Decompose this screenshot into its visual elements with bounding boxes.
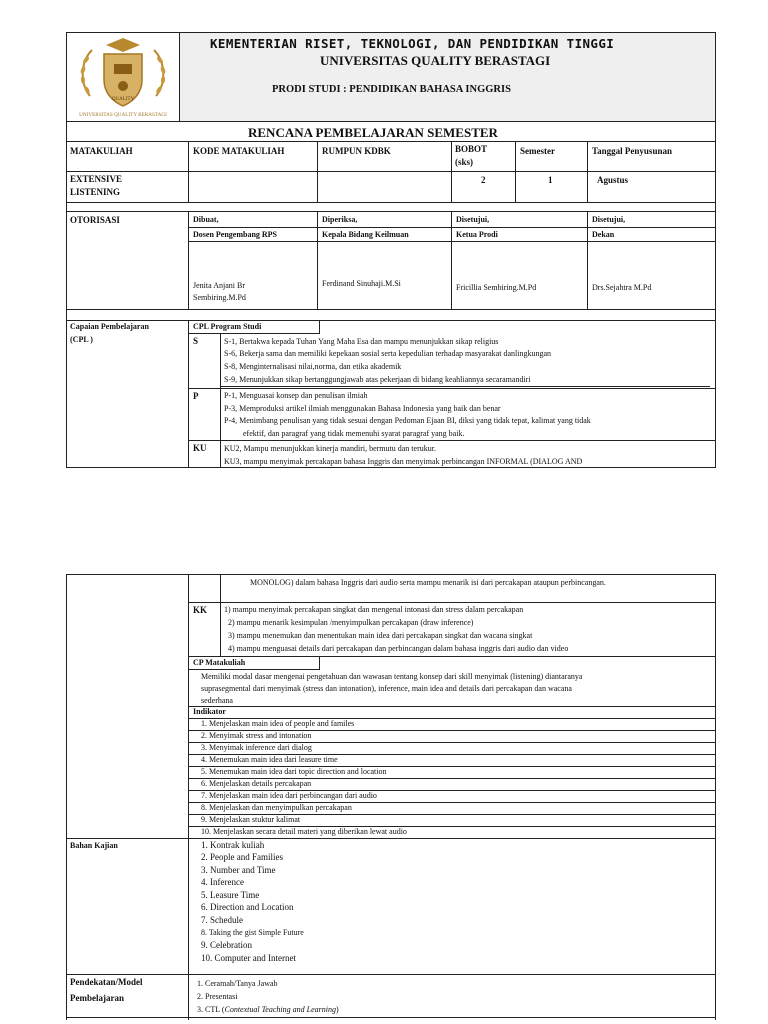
bahan-item-3: 3. Number and Time [201, 865, 276, 875]
indikator-item-7: 7. Menjelaskan main idea dari perbincangan dari audio [201, 791, 377, 800]
course-bobot: 2 [481, 175, 486, 185]
university-logo [70, 34, 176, 120]
bahan-item-9: 9. Celebration [201, 940, 252, 950]
indikator-item-2: 2. Menyimak stress and intonation [201, 731, 312, 740]
cpmk-text-line3: sederhana [201, 696, 233, 705]
bahan-kajian-label: Bahan Kajian [70, 841, 118, 850]
col-matakuliah: MATAKULIAH [70, 146, 133, 156]
indikator-item-1: 1. Menjelaskan main idea of people and familes [201, 719, 355, 728]
cpmk-heading: CP Matakuliah [193, 658, 246, 667]
ministry-name: KEMENTERIAN RISET, TEKNOLOGI, DAN PENDIDIKAN TINGGI [210, 36, 615, 51]
rps-table-continued [66, 574, 716, 1020]
kk-item-1: 1) mampu menyimak percakapan singkat dan mengenal intonasi dan stress dalam percakapan [224, 605, 524, 614]
indikator-item-9: 9. Menjelaskan stuktur kalimat [201, 815, 301, 824]
indikator-item-5: 5. Menemukan main idea dari topic direction and location [201, 767, 387, 776]
bahan-item-7: 7. Schedule [201, 915, 243, 925]
svg-text:QUALITY: QUALITY [111, 97, 135, 102]
ctl-italic: Contextual Teaching and Learning [224, 1005, 336, 1014]
kk-item-2: 2) mampu menarik kesimpulan /menyimpulkan percakapan (draw inference) [228, 618, 474, 627]
bahan-item-10: 10. Computer and Internet [201, 953, 296, 963]
col-semester: Semester [520, 146, 555, 156]
position-ketua: Ketua Prodi [456, 230, 498, 239]
cpl-p-item-3: P-4, Menimbang penulisan yang tidak sesuai dengan Pedoman Ejaan BI, diksi yang tidak tepat, kalimat yang tidak [224, 416, 591, 425]
cpl-p-item-2: P-3, Memproduksi artikel ilmiah menggunakan Bahasa Indonesia yang baik dan benar [224, 404, 501, 413]
col-tanggal: Tanggal Penyusunan [592, 146, 672, 156]
bahan-item-5: 5. Leasure Time [201, 890, 260, 900]
course-name-line1: EXTENSIVE [70, 174, 123, 184]
svg-text:UNIVERSITAS QUALITY BERASTAGI: UNIVERSITAS QUALITY BERASTAGI [79, 112, 167, 118]
position-kepala: Kepala Bidang Keilmuan [322, 230, 409, 239]
cpl-s-item-1: S-1, Bertakwa kepada Tuhan Yang Maha Esa dan mampu menunjukkan sikap religius [224, 337, 499, 346]
cpl-p-item-4: efektif, dan paragraf yang tidak memenuhi syarat paragraf yang baik. [243, 429, 465, 438]
role-disetujui-1: Disetujui, [456, 215, 490, 224]
course-semester: 1 [548, 175, 553, 185]
cpl-ku-item-2: KU3, mampu menyimak percakapan bahasa Inggris dan menyimak perbincangan INFORMAL (DIALOG AND [224, 457, 583, 466]
signer-dosen-line1: Jenita Anjani Br [193, 281, 245, 290]
course-tanggal: Agustus [597, 175, 629, 185]
cpmk-text-line1: Memiliki modal dasar mengenai pengetahuan dan wawasan tentang konsep dari skill menyimak (listening) diantaranya [201, 672, 583, 681]
doc-title: RENCANA PEMBELAJARAN SEMESTER [248, 125, 498, 140]
bahan-item-8: 8. Taking the gist Simple Future [201, 928, 304, 937]
indikator-item-10: 10. Menjelaskan secara detail materi yang diberikan lewat audio [201, 827, 407, 836]
kk-item-4: 4) mampu menguasai details dari percakapan dan perbincangan dalam bahasa inggris dari audio dan video [228, 644, 569, 653]
university-name: UNIVERSITAS QUALITY BERASTAGI [320, 53, 551, 68]
cpl-s-item-2: S-6, Bekerja sama dan memiliki kepekaan sosial serta kepedulian terhadap masyarakat danlingkungan [224, 349, 551, 358]
bahan-item-4: 4. Inference [201, 877, 244, 887]
cpl-s-item-3: S-8, Menginternalisasi nilai,norma, dan etika akademik [224, 362, 402, 371]
ku-continued: MONOLOG) dalam bahasa Inggris dari audio serta mampu menarik isi dari percakapan ataupun perbincangan. [250, 578, 606, 587]
bahan-item-6: 6. Direction and Location [201, 902, 294, 912]
indikator-item-4: 4. Menemukan main idea dari leasure time [201, 755, 338, 764]
pendekatan-label-2: Pembelajaran [70, 993, 124, 1003]
cpl-label-1: Capaian Pembelajaran [70, 322, 149, 331]
course-name-line2: LISTENING [70, 187, 121, 197]
indikator-item-3: 3. Menyimak inference dari dialog [201, 743, 312, 752]
kk-item-3: 3) mampu menemukan dan menentukan main idea dari percakapan singkat dan wacana singkat [228, 631, 533, 640]
role-diperiksa: Diperiksa, [322, 215, 358, 224]
cpmk-text-line2: suprasegmental dari menyimak (stress dan intonation), inference, main idea and details dari percakapan dan wacana [201, 684, 572, 693]
indikator-heading: Indikator [193, 707, 226, 716]
col-rumpun: RUMPUN KDBK [322, 146, 391, 156]
indikator-item-6: 6. Menjelaskan details percakapan [201, 779, 312, 788]
prodi-name: PRODI STUDI : PENDIDIKAN BAHASA INGGRIS [272, 84, 511, 95]
col-kode: KODE MATAKULIAH [193, 146, 285, 156]
pendekatan-item-1: 1. Ceramah/Tanya Jawab [197, 979, 278, 988]
indikator-item-8: 8. Menjelaskan dan menyimpulkan percakapan [201, 803, 352, 812]
cpl-kk-code: KK [193, 605, 208, 615]
role-dibuat: Dibuat, [193, 215, 219, 224]
signer-dekan: Drs.Sejahtra M.Pd [592, 283, 652, 292]
pendekatan-item-3-prefix: 3. CTL ( [197, 1005, 225, 1014]
col-bobot: BOBOT [455, 144, 488, 154]
cpl-heading: CPL Program Studi [193, 322, 262, 331]
otorisasi-label: OTORISASI [70, 215, 120, 225]
cpl-label-2: (CPL ) [70, 335, 93, 344]
ctl-close: ) [335, 1005, 339, 1014]
signer-ketua: Fricillia Sembiring.M.Pd [456, 283, 537, 292]
pendekatan-label-1: Pendekatan/Model [70, 977, 143, 987]
position-dosen: Dosen Pengembang RPS [193, 230, 278, 239]
cpl-ku-item-1: KU2, Mampu menunjukkan kinerja mandiri, bermutu dan terukur. [224, 444, 436, 453]
bahan-item-1: 1. Kontrak kuliah [201, 840, 265, 850]
cpl-p-item-1: P-1, Menguasai konsep dan penulisan ilmiah [224, 391, 368, 400]
col-sks: (sks) [455, 157, 474, 167]
pendekatan-item-3 [197, 1005, 339, 1014]
signer-dosen-line2: Sembiring.M.Pd [193, 293, 246, 302]
bahan-item-2: 2. People and Families [201, 852, 283, 862]
cpl-ku-code: KU [193, 443, 207, 453]
cpl-s-item-4: S-9, Menunjukkan sikap bertanggungjawab atas pekerjaan di bidang keahliannya secaramandiri [224, 375, 531, 384]
pendekatan-item-2: 2. Presentasi [197, 992, 238, 1001]
signer-kepala: Ferdinand Sinuhaji.M.Si [322, 279, 401, 288]
position-dekan: Dekan [592, 230, 615, 239]
role-disetujui-2: Disetujui, [592, 215, 626, 224]
cpl-p-code: P [193, 391, 199, 401]
cpl-s-code: S [193, 336, 199, 346]
